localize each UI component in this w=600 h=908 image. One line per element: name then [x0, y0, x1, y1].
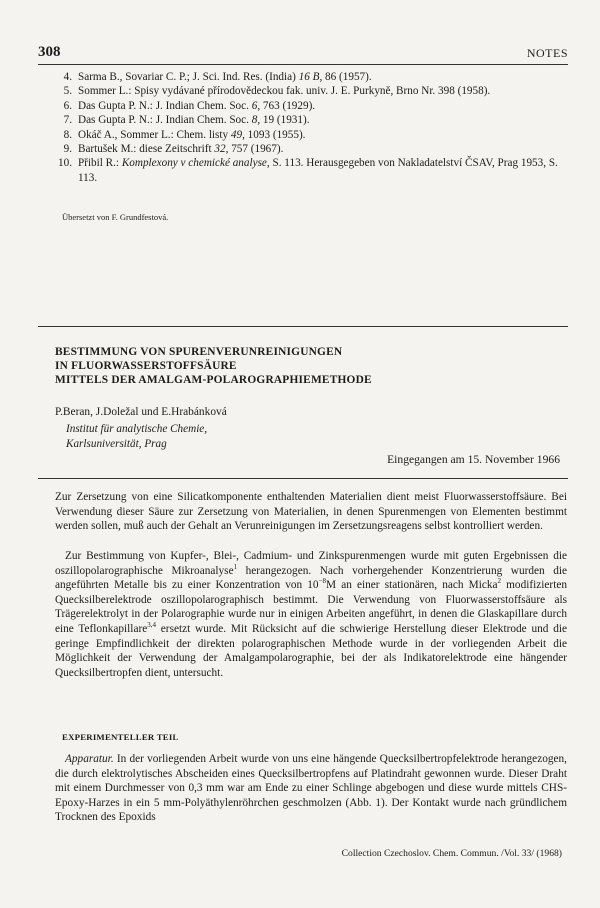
- reference-item: 9. Bartušek M.: diese Zeitschrift 32, 757 (1967).: [63, 143, 284, 156]
- reference-item: 6. Das Gupta P. N.: J. Indian Chem. Soc. 6, 763 (1929).: [63, 99, 316, 112]
- running-head: NOTES: [526, 46, 568, 60]
- page-number: 308: [38, 44, 61, 60]
- article-affiliation: Institut für analytische Chemie, Karlsuniversität, Prag: [66, 423, 208, 450]
- translator-note: Übersetzt von F. Grundfestová.: [62, 212, 169, 222]
- paragraph-apparatus: Apparatur. In der vorliegenden Arbeit wurde von uns eine hängende Quecksilbertropfelektrode herangezogen, die durch elektrolytisches Abscheiden eines Quecksilbertropfens auf Platindraht gewonnen wurde. Dieser Draht mit einem Durchmesser von 0,3 mm war am Ende zu einer Schlinge abgebogen und diese wurde mittels CHS-Epoxy-Harzes in ein 5 mm-Polyäthylenröhrchen geschmolzen (Abb. 1). Der Kontakt wurde nach gründlichem Trocknen des Epoxids: [55, 753, 567, 824]
- paragraph-background: Zur Bestimmung von Kupfer-, Blei-, Cadmium- und Zinkspurenmengen wurde mit guten Ergebnissen die oszillopolarographische Mikroanalyse$^1$ herangezogen. Nach vorhergehender Konzentrierung wurden die angeführten Metalle bis zu einer Konzentration von $10^{-8}M$ an einer stationären, nach Micka$^2$ modifizierten Quecksilberelektrode oszillopolarographisch bestimmt. Die Verwendung von Fluorwasserstoffsäure als Trägerelektrolyt in der Polarographie wurde nur in einigen Arbeiten angeführt, in denen die Glaskapillare durch eine Teflonkapillare$^{3,4}$ ersetzt wurde. Mit Rücksicht auf die schwierige Herstellung dieser Elektrode und die geringe Empfindlichkeit der direkten polarographischen Methode wurde in der vorliegenden Arbeit die Möglichkeit der Verwendung der Amalgampolarographie, bei der als Indikatorelektrode eine hängender Quecksilbertropfen dient, untersucht.: [55, 550, 568, 679]
- reference-list: [38, 70, 568, 185]
- reference-item: 7. Das Gupta P. N.: J. Indian Chem. Soc. 8, 19 (1931).: [63, 114, 310, 127]
- reference-item: 10. Přibil R.: Komplexony v chemické analyse, S. 113. Herausgegeben von Nakladatelství ČSAV, Prag 1953, S. 113.: [58, 157, 558, 184]
- header-rule: [38, 64, 568, 65]
- article-top-rule: [38, 326, 568, 327]
- article-title: BESTIMMUNG VON SPURENVERUNREINIGUNGEN IN FLUORWASSERSTOFFSÄURE MITTELS DER AMALGAM-POLAROGRAPHIEMETHODE: [55, 346, 372, 386]
- page-header: [38, 44, 568, 64]
- section-heading: EXPERIMENTELLER TEIL: [62, 732, 179, 742]
- reference-item: 5. Sommer L.: Spisy vydávané přírodovědeckou fak. univ. J. E. Purkyně, Brno Nr. 398 (1958).: [63, 85, 491, 98]
- paragraph-intro: Zur Zersetzung von eine Silicatkomponente enthaltenden Materialien dient meist Fluorwasserstoffsäure. Bei Verwendung dieser Säure zur Zersetzung von Materialien, in denen Spurenmengen von Elementen bestimmt werden sollen, muß auch der Gehalt an Verunreinigungen im Zersetzungsreagens selbst kontrolliert werden.: [55, 491, 567, 533]
- abstract-rule: [38, 478, 568, 479]
- journal-footer: Collection Czechoslov. Chem. Commun. /Vol. 33/ (1968): [341, 848, 562, 859]
- received-date: Eingegangen am 15. November 1966: [387, 453, 560, 466]
- reference-item: 8. Okáč A., Sommer L.: Chem. listy 49, 1093 (1955).: [63, 128, 306, 141]
- article-authors: P.Beran, J.Doležal und E.Hrabánková: [55, 406, 227, 418]
- reference-item: 4. Sarma B., Sovariar C. P.; J. Sci. Ind. Res. (India) 16 B, 86 (1957).: [63, 71, 372, 83]
